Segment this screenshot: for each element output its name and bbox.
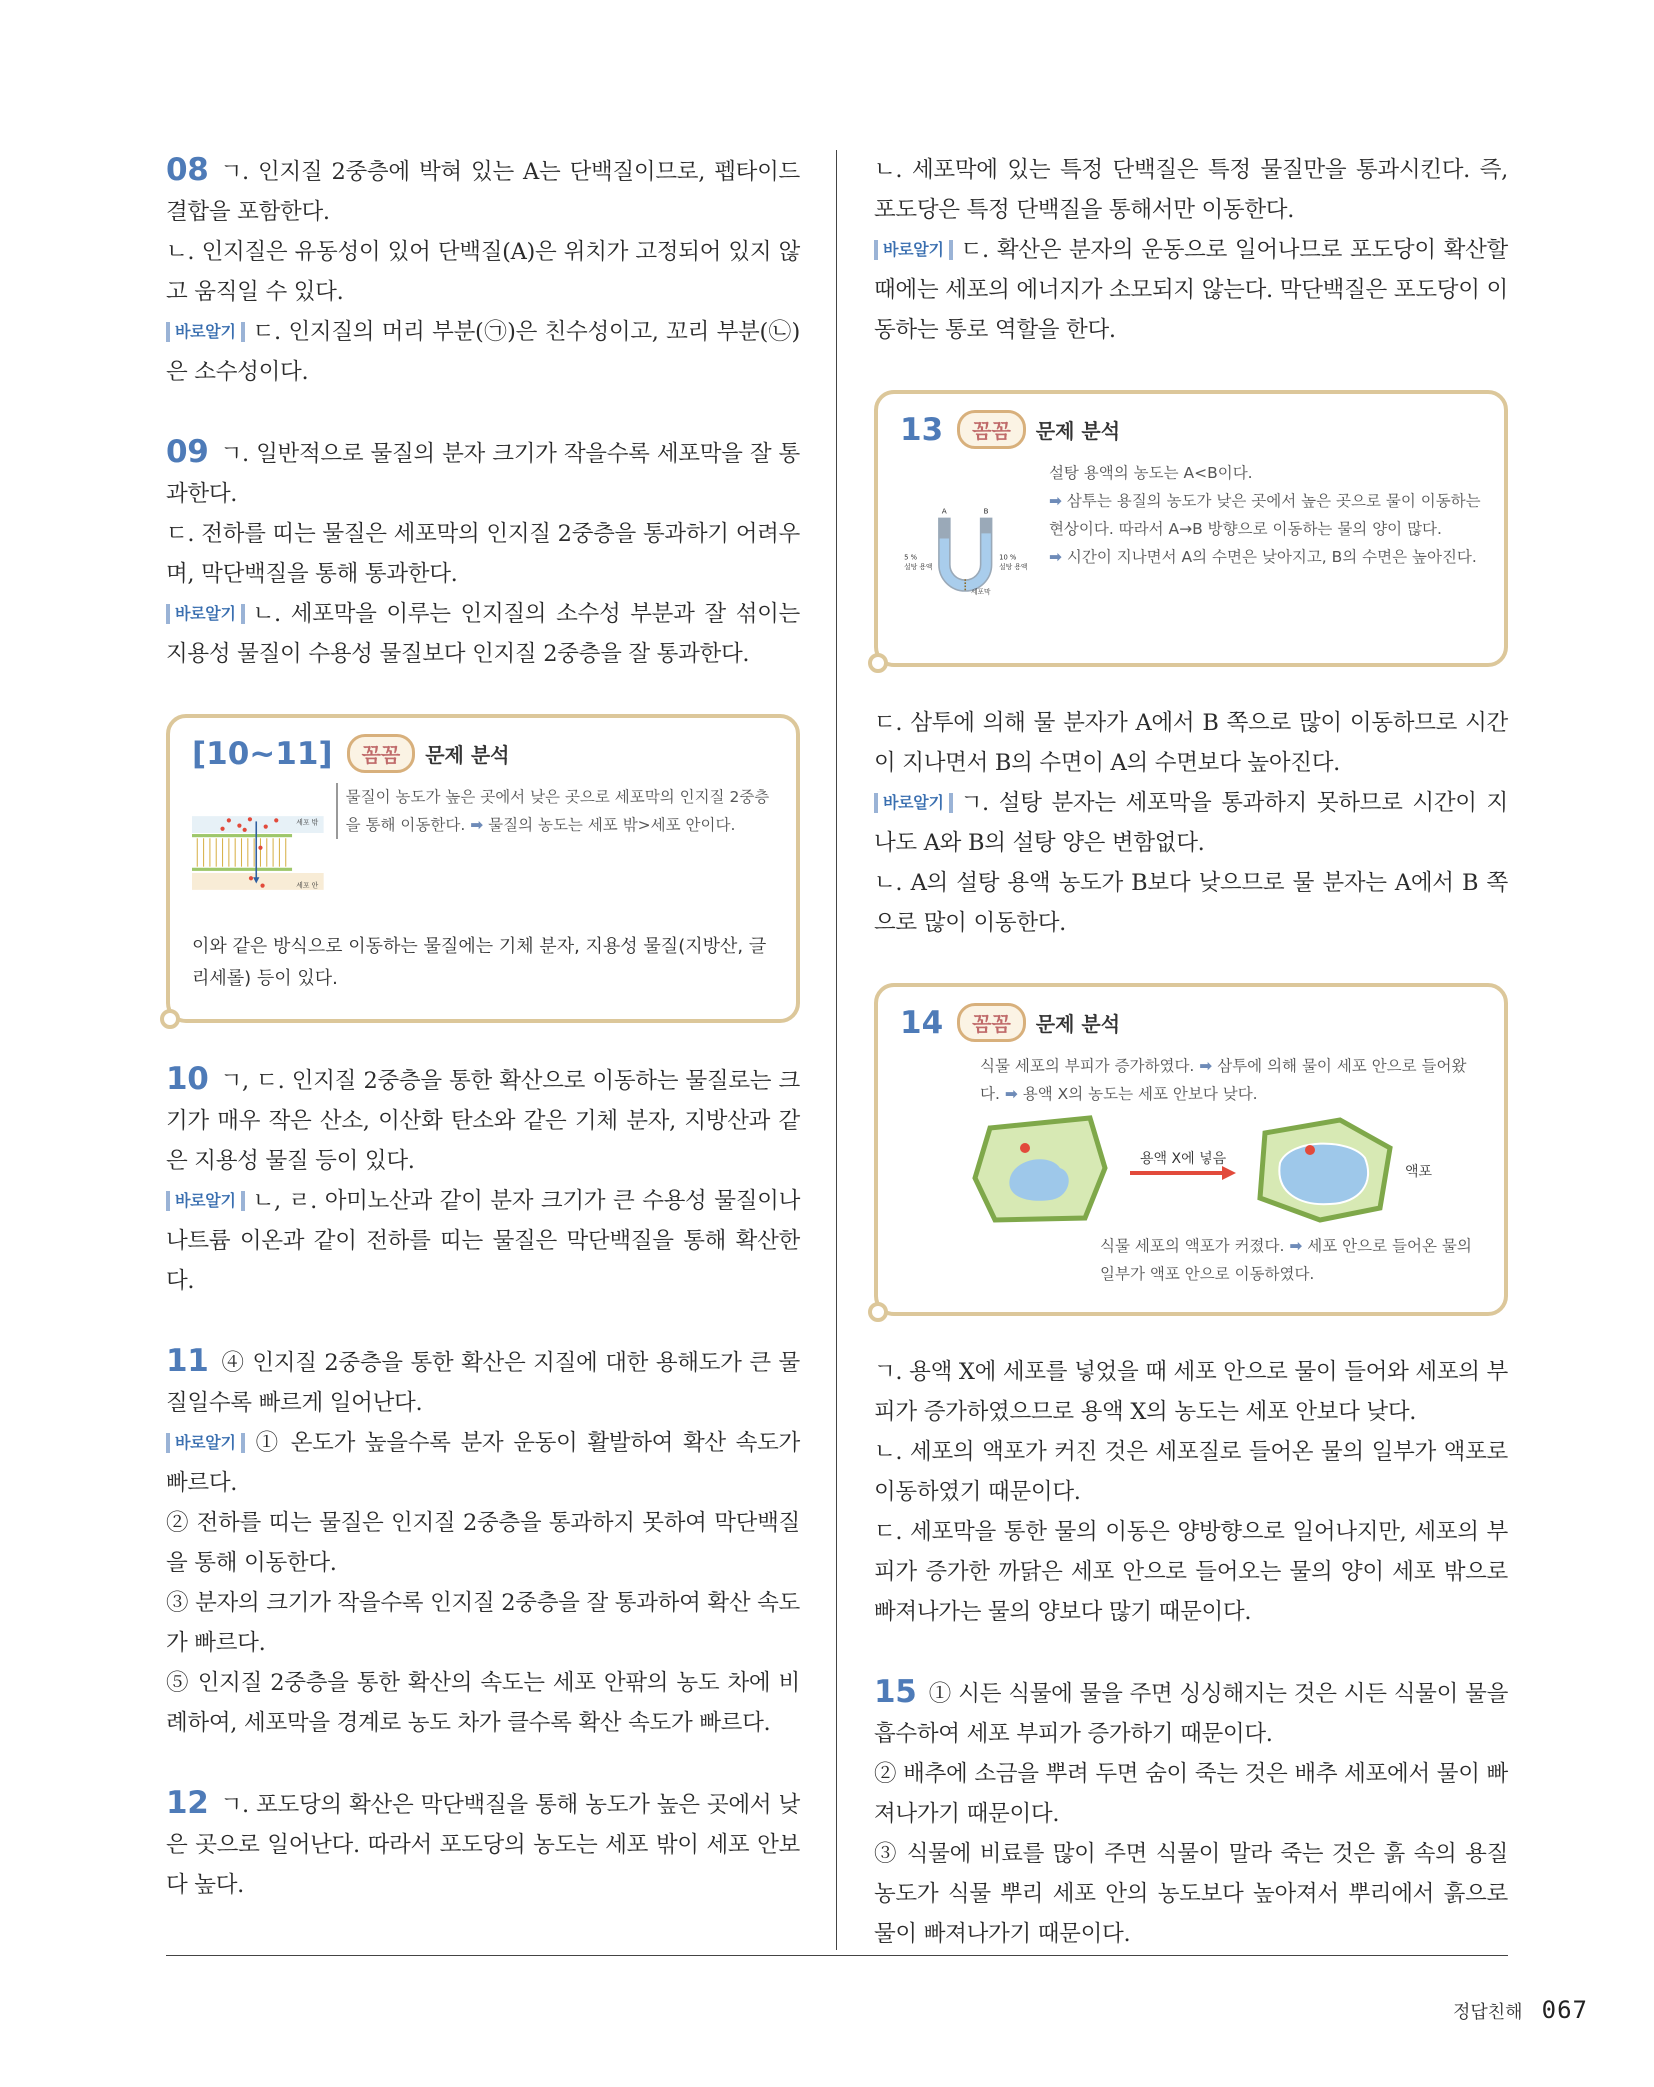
correction-tag: 바로알기 [166,604,245,624]
question-number: 08 [166,152,209,188]
note-text: 시간이 지나면서 A의 수면은 낮아지고, B의 수면은 높아진다. [1066,548,1477,566]
answer-text: ㄱ. 용액 X에 세포를 넣었을 때 세포 안으로 물이 들어와 세포의 부피가 증가하였으므로 용액 X의 농도는 세포 안보다 낮다. [874,1359,1508,1425]
label-a: A [941,506,947,516]
box-title: 문제 분석 [1035,1012,1121,1036]
box-corner-dot [868,1302,888,1322]
page-number: 067 [1541,1996,1588,2024]
note-text: 삼투에 의해 물이 세포 안으로 들어왔다. [980,1057,1467,1103]
label-b: B [983,506,989,516]
answer-09 [166,432,800,674]
answer-text: ㄴ, ㄹ. 아미노산과 같이 분자 크기가 큰 수용성 물질이나 나트륨 이온과 같이 전하를 띠는 물질은 막단백질을 통해 확산한다. [166,1188,800,1294]
answer-text: ㄴ. 세포의 액포가 커진 것은 세포질로 들어온 물의 일부가 액포로 이동하였기 때문이다. [874,1439,1508,1505]
question-number: 09 [166,434,209,470]
answer-text: ② 배추에 소금을 뿌려 두면 숨이 죽는 것은 배추 세포에서 물이 빠져나가기 때문이다. [874,1761,1508,1827]
question-number: [10~11] [192,735,333,772]
analysis-pill: 꼼꼼 [957,1003,1026,1042]
answer-text: ㄷ. 삼투에 의해 물 분자가 A에서 B 쪽으로 많이 이동하므로 시간이 지나면서 B의 수면이 A의 수면보다 높아진다. [874,710,1508,776]
answer-10 [166,1059,800,1301]
answer-text: ㄴ. 인지질은 유동성이 있어 단백질(A)은 위치가 고정되어 있지 않고 움직일 수 있다. [166,239,800,305]
footer-label: 정답친해 [1452,2002,1523,2023]
page-footer [1453,1996,1588,2024]
note-text: 삼투는 용질의 농도가 낮은 곳에서 높은 곳으로 물이 이동하는 현상이다. 따라서 A→B 방향으로 이동하는 물의 양이 많다. [1048,492,1481,538]
answer-text: ㄱ. 일반적으로 물질의 분자 크기가 작을수록 세포막을 잘 통과한다. [166,441,800,507]
answer-text: ⑤ 인지질 2중층을 통한 확산의 속도는 세포 안팎의 농도 차에 비례하여, 세포막을 경계로 농도 차가 클수록 확산 속도가 빠르다. [166,1670,800,1736]
answer-text: ① 시든 식물에 물을 주면 싱싱해지는 것은 시든 식물이 물을 흡수하여 세포 부피가 증가하기 때문이다. [874,1681,1508,1747]
label-outside: 세포 밖 [296,818,319,827]
note-text: 설탕 용액의 농도는 A<B이다. [1048,464,1253,482]
answer-12 [166,1783,800,1905]
answer-text: ㄷ. 세포막을 통한 물의 이동은 양방향으로 일어나지만, 세포의 부피가 증가한 까닭은 세포 안으로 들어오는 물의 양이 세포 밖으로 빠져나가는 물의 양보다 많기 때문이다. [874,1519,1508,1625]
figure-note-bottom [1100,1232,1482,1288]
right-percent: 10 % [999,553,1017,562]
column-divider [836,150,837,1950]
question-number: 11 [166,1343,209,1379]
box-text: 이와 같은 방식으로 이동하는 물질에는 기체 분자, 지용성 물질(지방산, 글리세롤) 등이 있다. [192,936,767,989]
figure-note [336,783,774,839]
note-text: 용액 X의 농도는 세포 안보다 낮다. [1022,1085,1258,1103]
answer-text: ③ 식물에 비료를 많이 주면 식물이 말라 죽는 것은 흙 속의 용질 농도가 식물 뿌리 세포 안의 농도보다 높아져서 뿌리에서 흙으로 물이 빠져나가기 때문이다. [874,1841,1508,1947]
answer-text: ④ 인지질 2중층을 통한 확산은 지질에 대한 용해도가 큰 물질일수록 빠르게 일어난다. [166,1350,800,1416]
answer-14 [874,1352,1508,1632]
box-title: 문제 분석 [425,743,510,767]
answer-13 [874,703,1508,943]
answer-text: ① 온도가 높을수록 분자 운동이 활발하여 확산 속도가 빠르다. [166,1430,800,1496]
answer-12-continued [874,150,1508,350]
correction-tag: 바로알기 [874,240,953,260]
arrow-icon: ➡ [1048,548,1062,566]
left-solution: 설탕 용액 [904,562,933,571]
answer-text: ㄷ. 전하를 띠는 물질은 세포막의 인지질 2중층을 통과하기 어려우며, 막단백질을 통해 통과한다. [166,521,800,587]
u-tube-figure [900,459,1041,639]
note-text: 식물 세포의 액포가 커졌다. [1100,1237,1285,1255]
box-title: 문제 분석 [1035,419,1121,443]
analysis-box-13 [874,390,1508,667]
membrane-diffusion-figure [192,783,324,923]
arrow-icon: ➡ [1004,1085,1018,1103]
left-percent: 5 % [904,553,918,562]
note-text: 식물 세포의 부피가 증가하였다. [980,1057,1195,1075]
analysis-pill: 꼼꼼 [347,734,416,773]
arrow-icon: ➡ [1199,1057,1213,1075]
box-corner-dot [160,1009,180,1029]
left-column [166,150,800,1945]
plant-cell-figure [900,1108,1480,1228]
answer-text: ㄴ. A의 설탕 용액 농도가 B보다 낮으므로 물 분자는 A에서 B 쪽으로 많이 이동한다. [874,870,1508,936]
note-text: 세포 안으로 들어온 물의 일부가 액포 안으로 이동하였다. [1100,1237,1472,1283]
correction-tag: 바로알기 [166,1433,245,1453]
answer-text: ㄱ. 포도당의 확산은 막단백질을 통해 농도가 높은 곳에서 낮은 곳으로 일어난다. 따라서 포도당의 농도는 세포 밖이 세포 안보다 높다. [166,1792,800,1898]
answer-text: ㄴ. 세포막에 있는 특정 단백질은 특정 물질만을 통과시킨다. 즉, 포도당은 특정 단백질을 통해서만 이동한다. [874,157,1508,223]
correction-tag: 바로알기 [166,322,245,342]
answer-text: ㄴ. 세포막을 이루는 인지질의 소수성 부분과 잘 섞이는 지용성 물질이 수용성 물질보다 인지질 2중층을 잘 통과한다. [166,601,800,667]
right-column [874,150,1508,1994]
label-inside: 세포 안 [296,881,319,890]
answer-text: ㄷ. 확산은 분자의 운동으로 일어나므로 포도당이 확산할 때에는 세포의 에너지가 소모되지 않는다. 막단백질은 포도당이 이동하는 통로 역할을 한다. [874,237,1508,343]
answer-text: ㄱ. 인지질 2중층에 박혀 있는 A는 단백질이므로, 펩타이드 결합을 포함한다. [166,159,800,225]
membrane-label: 세포막 [970,587,991,596]
question-number: 14 [900,1004,944,1041]
arrow-icon: ➡ [470,816,484,834]
correction-tag: 바로알기 [166,1191,245,1211]
correction-tag: 바로알기 [874,793,953,813]
answer-text: ② 전하를 띠는 물질은 인지질 2중층을 통과하지 못하여 막단백질을 통해 이동한다. [166,1510,800,1576]
answer-text: ③ 분자의 크기가 작을수록 인지질 2중층을 잘 통과하여 확산 속도가 빠르다. [166,1590,800,1656]
answer-08 [166,150,800,392]
answer-15 [874,1672,1508,1954]
vacuole-label: 액포 [1405,1164,1433,1180]
note-text: 물질의 농도는 세포 밖>세포 안이다. [488,816,736,834]
arrow-icon: ➡ [1289,1237,1303,1255]
figure-note-top [980,1052,1482,1108]
analysis-pill: 꼼꼼 [957,410,1026,449]
arrow-label: 용액 X에 넣음 [1140,1151,1227,1167]
question-number: 12 [166,1785,209,1821]
arrow-icon: ➡ [1048,492,1062,510]
box-corner-dot [868,653,888,673]
answer-11 [166,1341,800,1743]
answer-text: ㄷ. 인지질의 머리 부분(㉠)은 친수성이고, 꼬리 부분(㉡)은 소수성이다. [166,319,800,385]
analysis-box-10-11 [166,714,800,1023]
answer-text: ㄱ, ㄷ. 인지질 2중층을 통한 확산으로 이동하는 물질로는 크기가 매우 작은 산소, 이산화 탄소와 같은 기체 분자, 지방산과 같은 지용성 물질 등이 있다. [166,1068,800,1174]
question-number: 10 [166,1061,209,1097]
question-number: 13 [900,411,944,448]
question-number: 15 [874,1674,917,1710]
analysis-box-14 [874,983,1508,1316]
right-solution: 설탕 용액 [999,562,1028,571]
answer-text: ㄱ. 설탕 분자는 세포막을 통과하지 못하므로 시간이 지나도 A와 B의 설탕 양은 변함없다. [874,790,1508,856]
note-text: 물질이 농도가 높은 곳에서 낮은 곳으로 세포막의 인지질 2중층을 통해 이동한다. [345,788,770,834]
figure-note [1049,459,1482,571]
